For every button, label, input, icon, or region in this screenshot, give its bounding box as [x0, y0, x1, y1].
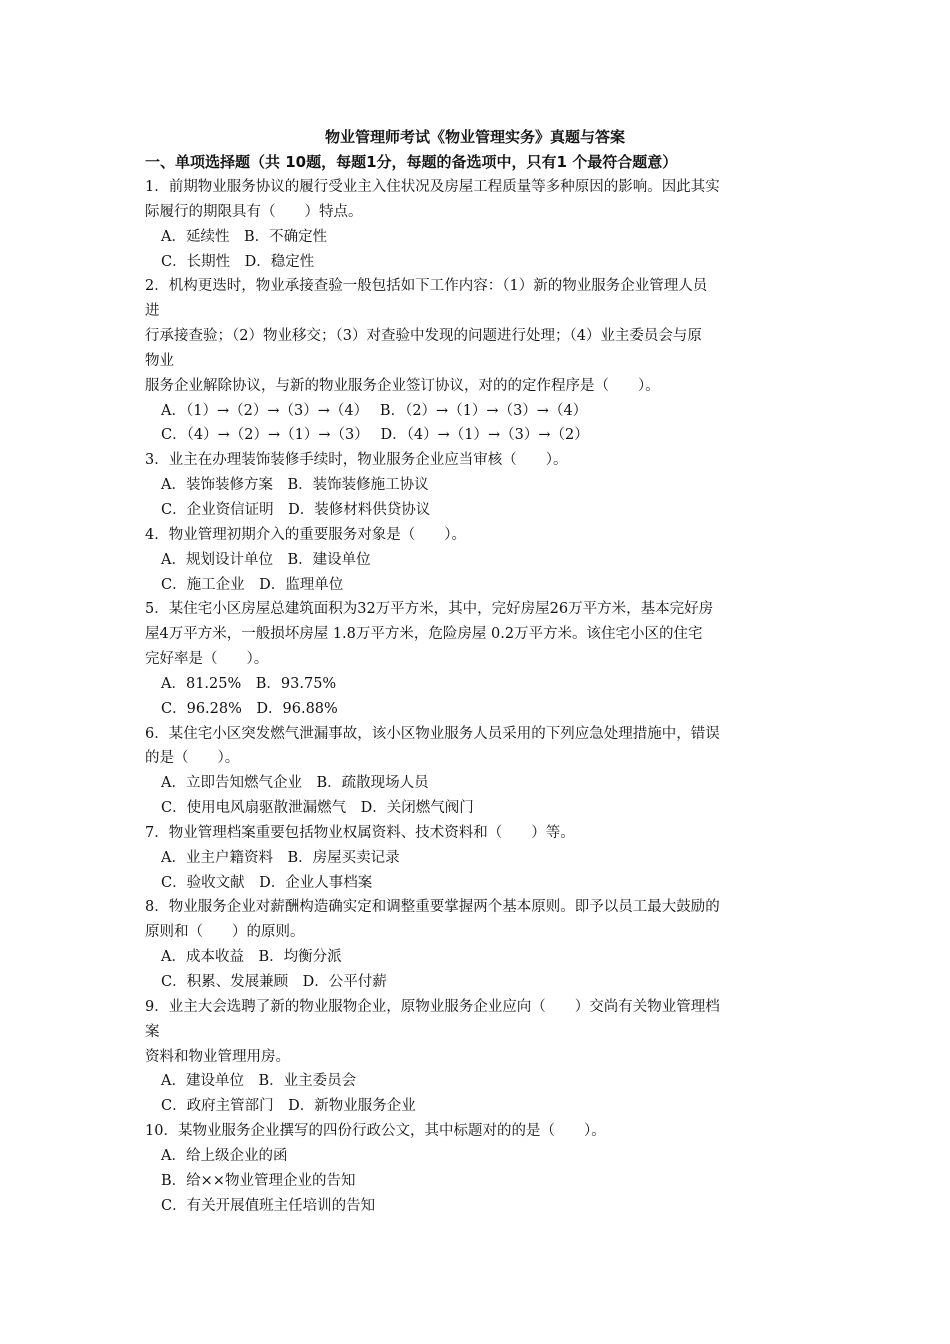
question-item: [145, 821, 815, 896]
question-item: [145, 175, 815, 274]
answer-options-line: C．（4）→（2）→（1）→（3） D．（4）→（1）→（3）→（2）: [161, 427, 589, 444]
answer-options-line: A．规划设计单位 B．建设单位: [161, 551, 371, 568]
question-item: [145, 448, 815, 523]
answer-options-line: A．成本收益 B．均衡分派: [161, 949, 342, 966]
answer-options-line: C．使用电风扇驱散泄漏燃气 D．关闭燃气阀门: [161, 800, 474, 817]
question-item: [145, 597, 815, 721]
answer-options-line: C．政府主管部门 D．新物业服务企业: [161, 1098, 416, 1115]
question-stem-line: 案: [145, 1023, 160, 1040]
answer-options-line: A．立即告知燃气企业 B．疏散现场人员: [161, 775, 429, 792]
answer-options-line: A．延续性 B．不确定性: [161, 228, 328, 245]
question-stem-line: 1．前期物业服务协议的履行受业主入住状况及房屋工程质量等多种原因的影响。因此其实: [145, 179, 720, 195]
question-stem-line: 3．业主在办理装饰装修手续时，物业服务企业应当审核（ ）。: [145, 452, 568, 469]
answer-options-line: C．积累、发展兼顾 D．公平付薪: [161, 974, 387, 990]
question-stem-line: 6．某住宅小区突发燃气泄漏事故，该小区物业服务人员采用的下列应急处理措施中，错误: [145, 725, 720, 742]
answer-options-line: C．施工企业 D．监理单位: [161, 576, 344, 593]
question-stem-line: 8．物业服务企业对薪酬构造确实定和调整重要掌握两个基本原则。即予以员工最大鼓励的: [145, 899, 720, 916]
question-item: [145, 995, 815, 1119]
question-stem-line: 进: [145, 303, 160, 320]
question-item: [145, 523, 815, 598]
answer-options-line: A．给上级企业的函: [161, 1147, 288, 1164]
question-stem-line: 原则和（ ）的原则。: [145, 924, 305, 941]
question-list: [145, 175, 815, 1218]
answer-options-line: B．给××物业管理企业的告知: [161, 1172, 356, 1189]
section-heading: 一、单项选择题（共 10题，每题1分，每题的备选项中，只有1 个最符合题意）: [145, 153, 678, 171]
question-stem-line: 完好率是（ ）。: [145, 651, 269, 668]
answer-options-line: C．企业资信证明 D．装修材料供贷协议: [161, 501, 431, 518]
question-item: [145, 895, 815, 994]
question-stem-line: 际履行的期限具有（ ）特点。: [145, 203, 363, 220]
answer-options-line: A．（1）→（2）→（3）→（4） B．（2）→（1）→（3）→（4）: [161, 402, 588, 419]
question-stem-line: 9．业主大会选聘了新的物业服物企业，原物业服务企业应向（ ）交尚有关物业管理档: [145, 998, 720, 1015]
answer-options-line: A．建设单位 B．业主委员会: [161, 1073, 357, 1090]
question-stem-line: 物业: [145, 352, 174, 369]
question-stem-line: 行承接查验；（2）物业移交；（3）对查验中发现的问题进行处理；（4）业主委员会与原: [145, 328, 702, 345]
question-item: [145, 722, 815, 821]
question-stem-line: 5．某住宅小区房屋总建筑面积为32万平方米，其中，完好房屋26万平方米，基本完好房: [145, 601, 714, 618]
question-stem-line: 的是（ ）。: [145, 750, 240, 767]
document-title: 物业管理师考试《物业管理实务》真题与答案: [324, 128, 625, 146]
question-stem-line: 服务企业解除协议，与新的物业服务企业签订协议，对的的定作程序是（ ）。: [145, 377, 660, 394]
question-stem-line: 7．物业管理档案重要包括物业权属资料、技术资料和（ ）等。: [145, 824, 575, 841]
question-stem-line: 4．物业管理初期介入的重要服务对象是（ ）。: [145, 526, 466, 543]
question-stem-line: 屋4万平方米，一般损坏房屋 1.8万平方米，危险房屋 0.2万平方米。该住宅小区的住宅: [145, 626, 703, 643]
answer-options-line: A．业主户籍资料 B．房屋买卖记录: [161, 849, 400, 866]
answer-options-line: A．81.25% B．93.75%: [161, 675, 337, 692]
answer-options-line: A．装饰装修方案 B．装饰装修施工协议: [161, 477, 429, 494]
question-item: [145, 1119, 815, 1218]
question-stem-line: 10．某物业服务企业撰写的四份行政公文，其中标题对的的是（ ）。: [145, 1123, 606, 1140]
question-item: [145, 274, 815, 448]
answer-options-line: C．有关开展值班主任培训的告知: [161, 1197, 376, 1214]
question-stem-line: 2．机构更迭时，物业承接查验一般包括如下工作内容：（1）新的物业服务企业管理人员: [145, 278, 708, 295]
answer-options-line: C．96.28% D．96.88%: [161, 700, 338, 717]
question-stem-line: 资料和物业管理用房。: [145, 1048, 290, 1065]
answer-options-line: C．长期性 D．稳定性: [161, 253, 315, 270]
answer-options-line: C．验收文献 D．企业人事档案: [161, 874, 373, 891]
